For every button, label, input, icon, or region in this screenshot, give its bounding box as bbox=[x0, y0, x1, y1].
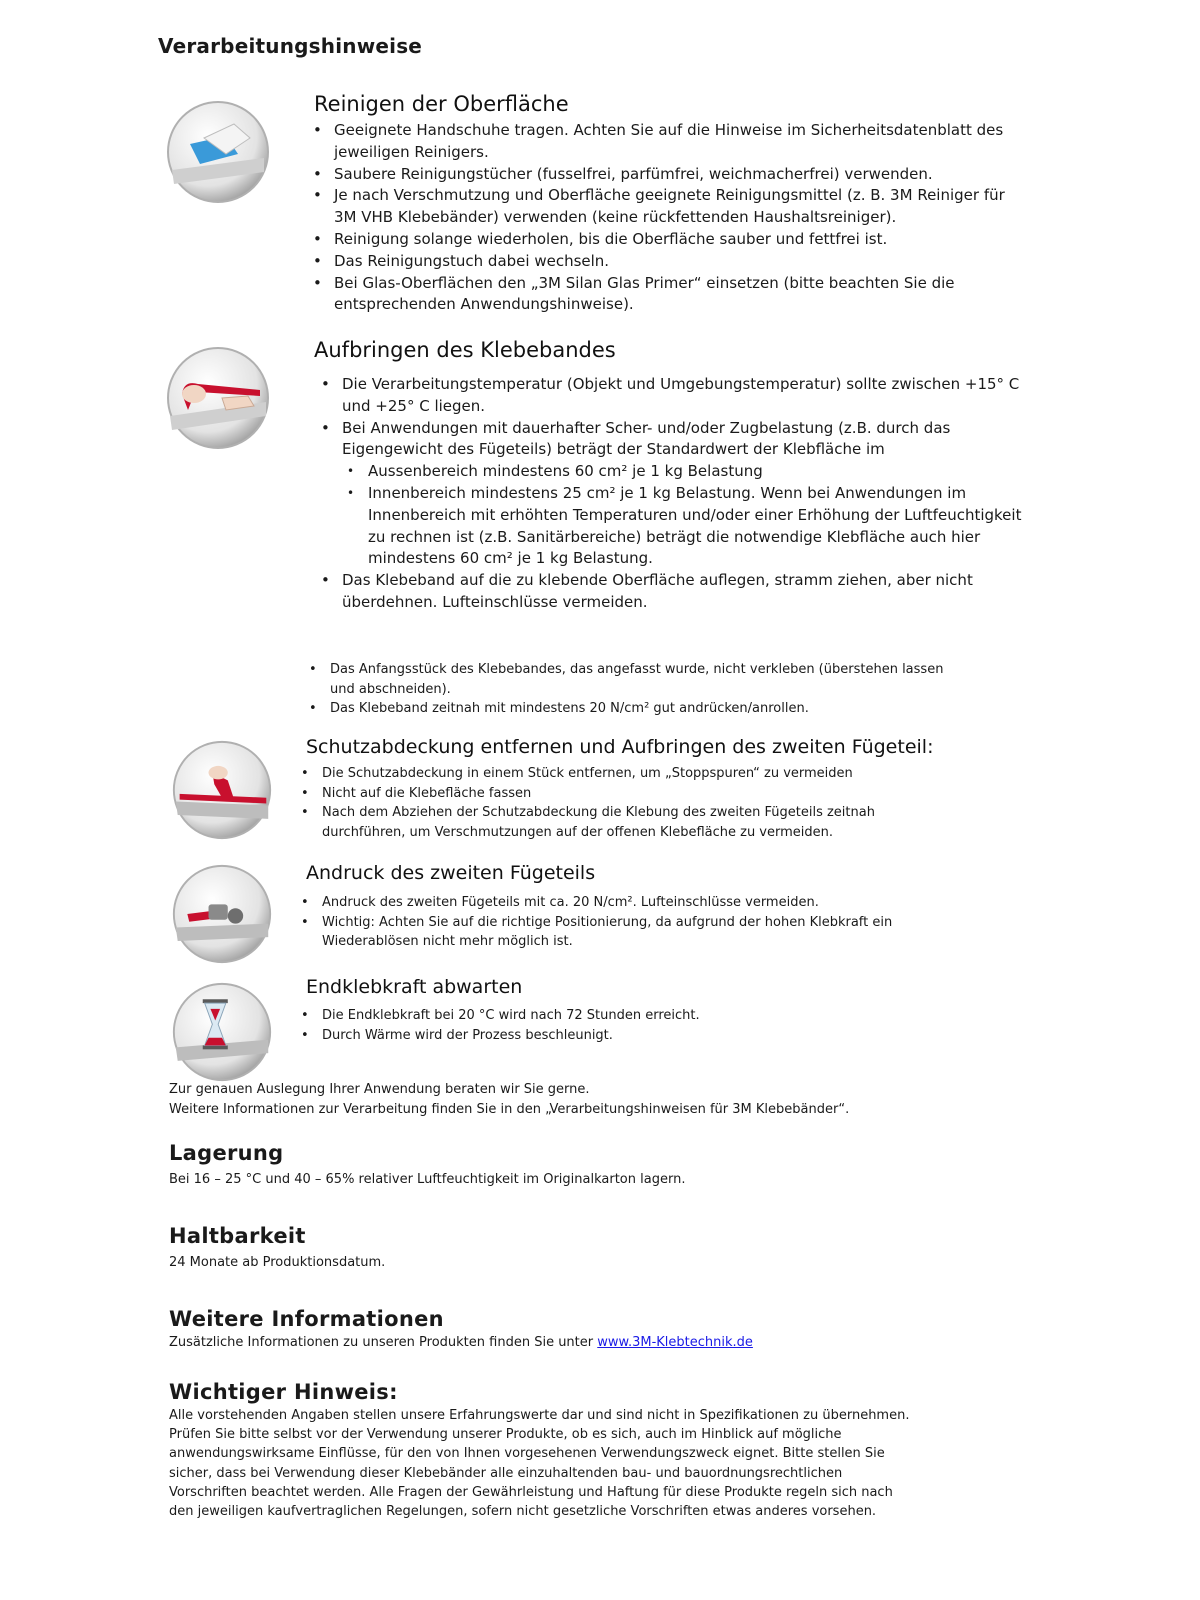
list-item: • Je nach Verschmutzung und Oberfläche geeignete Reinigungsmittel (z. B. 3M Reiniger für 3M VHB Klebebänder) verwenden (keine rückfettenden Haushaltsreiniger). bbox=[310, 185, 1030, 229]
section-title-schutz: Schutzabdeckung entfernen und Aufbringen des zweiten Fügeteil: bbox=[306, 736, 934, 758]
aufbringen-block bbox=[310, 374, 1038, 614]
list-item: • Das Anfangsstück des Klebebandes, das angefasst wurde, nicht verkleben (überstehen lassen und abschneiden). bbox=[306, 660, 946, 699]
lagerung-heading: Lagerung bbox=[169, 1141, 284, 1165]
list-item: • Reinigung solange wiederholen, bis die Oberfläche sauber und fettfrei ist. bbox=[310, 229, 1030, 251]
cleaning-icon bbox=[164, 98, 272, 206]
weitere-informationen-heading: Weitere Informationen bbox=[169, 1307, 444, 1331]
weitere-informationen-label: Zusätzliche Informationen zu unseren Produkten finden Sie unter bbox=[169, 1335, 598, 1350]
press-roller-icon bbox=[170, 862, 278, 970]
tape-application-icon bbox=[164, 344, 272, 452]
list-item: • Andruck des zweiten Fügeteils mit ca. 20 N/cm². Lufteinschlüsse vermeiden. bbox=[298, 893, 918, 913]
schutz-list bbox=[298, 764, 918, 842]
list-item: • Bei Glas-Oberflächen den „3M Silan Glas Primer“ einsetzen (bitte beachten Sie die entsprechenden Anwendungshinweise). bbox=[310, 273, 1030, 317]
reinigen-list bbox=[310, 120, 1030, 316]
list-item: • Nach dem Abziehen der Schutzabdeckung die Klebung des zweiten Fügeteils zeitnah durchführen, um Verschmutzungen auf der offenen Klebefläche zu vermeiden. bbox=[298, 803, 918, 842]
list-item: • Geeignete Handschuhe tragen. Achten Sie auf die Hinweise im Sicherheitsdatenblatt des jeweiligen Reinigers. bbox=[310, 120, 1030, 164]
list-item: • Das Reinigungstuch dabei wechseln. bbox=[310, 251, 1030, 273]
list-item: • Das Klebeband zeitnah mit mindestens 20 N/cm² gut andrücken/anrollen. bbox=[306, 699, 946, 719]
list-item: • Das Klebeband auf die zu klebende Oberfläche auflegen, stramm ziehen, aber nicht überdehnen. Lufteinschlüsse vermeiden. bbox=[318, 570, 1038, 614]
andruck-list bbox=[298, 893, 918, 952]
list-item: • Nicht auf die Klebefläche fassen bbox=[298, 784, 918, 804]
list-item: • Die Schutzabdeckung in einem Stück entfernen, um „Stoppspuren“ zu vermeiden bbox=[298, 764, 918, 784]
lagerung-text: Bei 16 – 25 °C und 40 – 65% relativer Luftfeuchtigkeit im Originalkarton lagern. bbox=[169, 1172, 686, 1187]
note-line: Weitere Informationen zur Verarbeitung finden Sie in den „Verarbeitungshinweisen für 3M Klebebänder“. bbox=[169, 1101, 850, 1117]
wichtiger-hinweis-text: Alle vorstehenden Angaben stellen unsere Erfahrungswerte dar und sind nicht in Spezifikationen zu übernehmen. Prüfen Sie bitte selbst vor der Verwendung unserer Produkte, ob es sich, auch im Hinblick auf mögliche anwendungswirksame Einflüsse, für den von Ihnen vorgesehenen Verwendungszweck eignet. Bitte stellen Sie sicher, dass bei Verwendung dieser Klebebänder alle einzuhaltenden bau- und bauordnungsrechtlichen Vorschriften beachtet werden. Alle Fragen der Gewährleistung und Haftung für diese Produkte regeln sich nach den jeweiligen kaufvertraglichen Regelungen, sofern nicht gesetzliche Vorschriften etwas anderes vorsehen. bbox=[169, 1408, 910, 1520]
list-item-text: Bei Anwendungen mit dauerhafter Scher- und/oder Zugbelastung (z.B. durch das Eigengewicht des Fügeteils) beträgt der Standardwert der Klebfläche im bbox=[342, 418, 951, 459]
note-line: Zur genauen Auslegung Ihrer Anwendung beraten wir Sie gerne. bbox=[169, 1082, 590, 1097]
sub-list-item: • Aussenbereich mindestens 60 cm² je 1 kg Belastung bbox=[344, 461, 1038, 483]
list-item: • Durch Wärme wird der Prozess beschleunigt. bbox=[298, 1026, 918, 1046]
page-title: Verarbeitungshinweise bbox=[158, 34, 423, 58]
wichtiger-hinweis-heading: Wichtiger Hinweis: bbox=[169, 1380, 398, 1404]
section-title-endklebkraft: Endklebkraft abwarten bbox=[306, 976, 523, 998]
sub-list-item: • Innenbereich mindestens 25 cm² je 1 kg Belastung. Wenn bei Anwendungen im Innenbereich mit erhöhten Temperaturen und/oder einer Erhöhung der Luftfeuchtigkeit zu rechnen ist (z.B. Sanitärbereiche) beträgt die notwendige Klebfläche auch hier mindestens 60 cm² je 1 kg Belastung. bbox=[344, 483, 1038, 570]
section-title-reinigen: Reinigen der Oberfläche bbox=[314, 92, 569, 116]
list-item bbox=[318, 418, 1038, 571]
endklebkraft-list bbox=[298, 1006, 918, 1045]
aufbringen-extra-list bbox=[306, 660, 946, 719]
haltbarkeit-text: 24 Monate ab Produktionsdatum. bbox=[169, 1255, 386, 1270]
list-item: • Die Endklebkraft bei 20 °C wird nach 72 Stunden erreicht. bbox=[298, 1006, 918, 1026]
section-title-andruck: Andruck des zweiten Fügeteils bbox=[306, 862, 596, 884]
consultation-note bbox=[169, 1080, 989, 1119]
list-item: • Wichtig: Achten Sie auf die richtige Positionierung, da aufgrund der hohen Klebkraft ein Wiederablösen nicht mehr möglich ist. bbox=[298, 913, 918, 952]
website-link[interactable]: www.3M-Klebtechnik.de bbox=[597, 1335, 753, 1350]
section-title-aufbringen: Aufbringen des Klebebandes bbox=[314, 338, 616, 362]
list-item: • Die Verarbeitungstemperatur (Objekt und Umgebungstemperatur) sollte zwischen +15° C und +25° C liegen. bbox=[318, 374, 1038, 418]
liner-removal-icon bbox=[170, 738, 278, 846]
list-item: • Saubere Reinigungstücher (fusselfrei, parfümfrei, weichmacherfrei) verwenden. bbox=[310, 164, 1030, 186]
haltbarkeit-heading: Haltbarkeit bbox=[169, 1224, 306, 1248]
hourglass-icon bbox=[170, 980, 278, 1088]
weitere-informationen-text bbox=[169, 1333, 753, 1353]
